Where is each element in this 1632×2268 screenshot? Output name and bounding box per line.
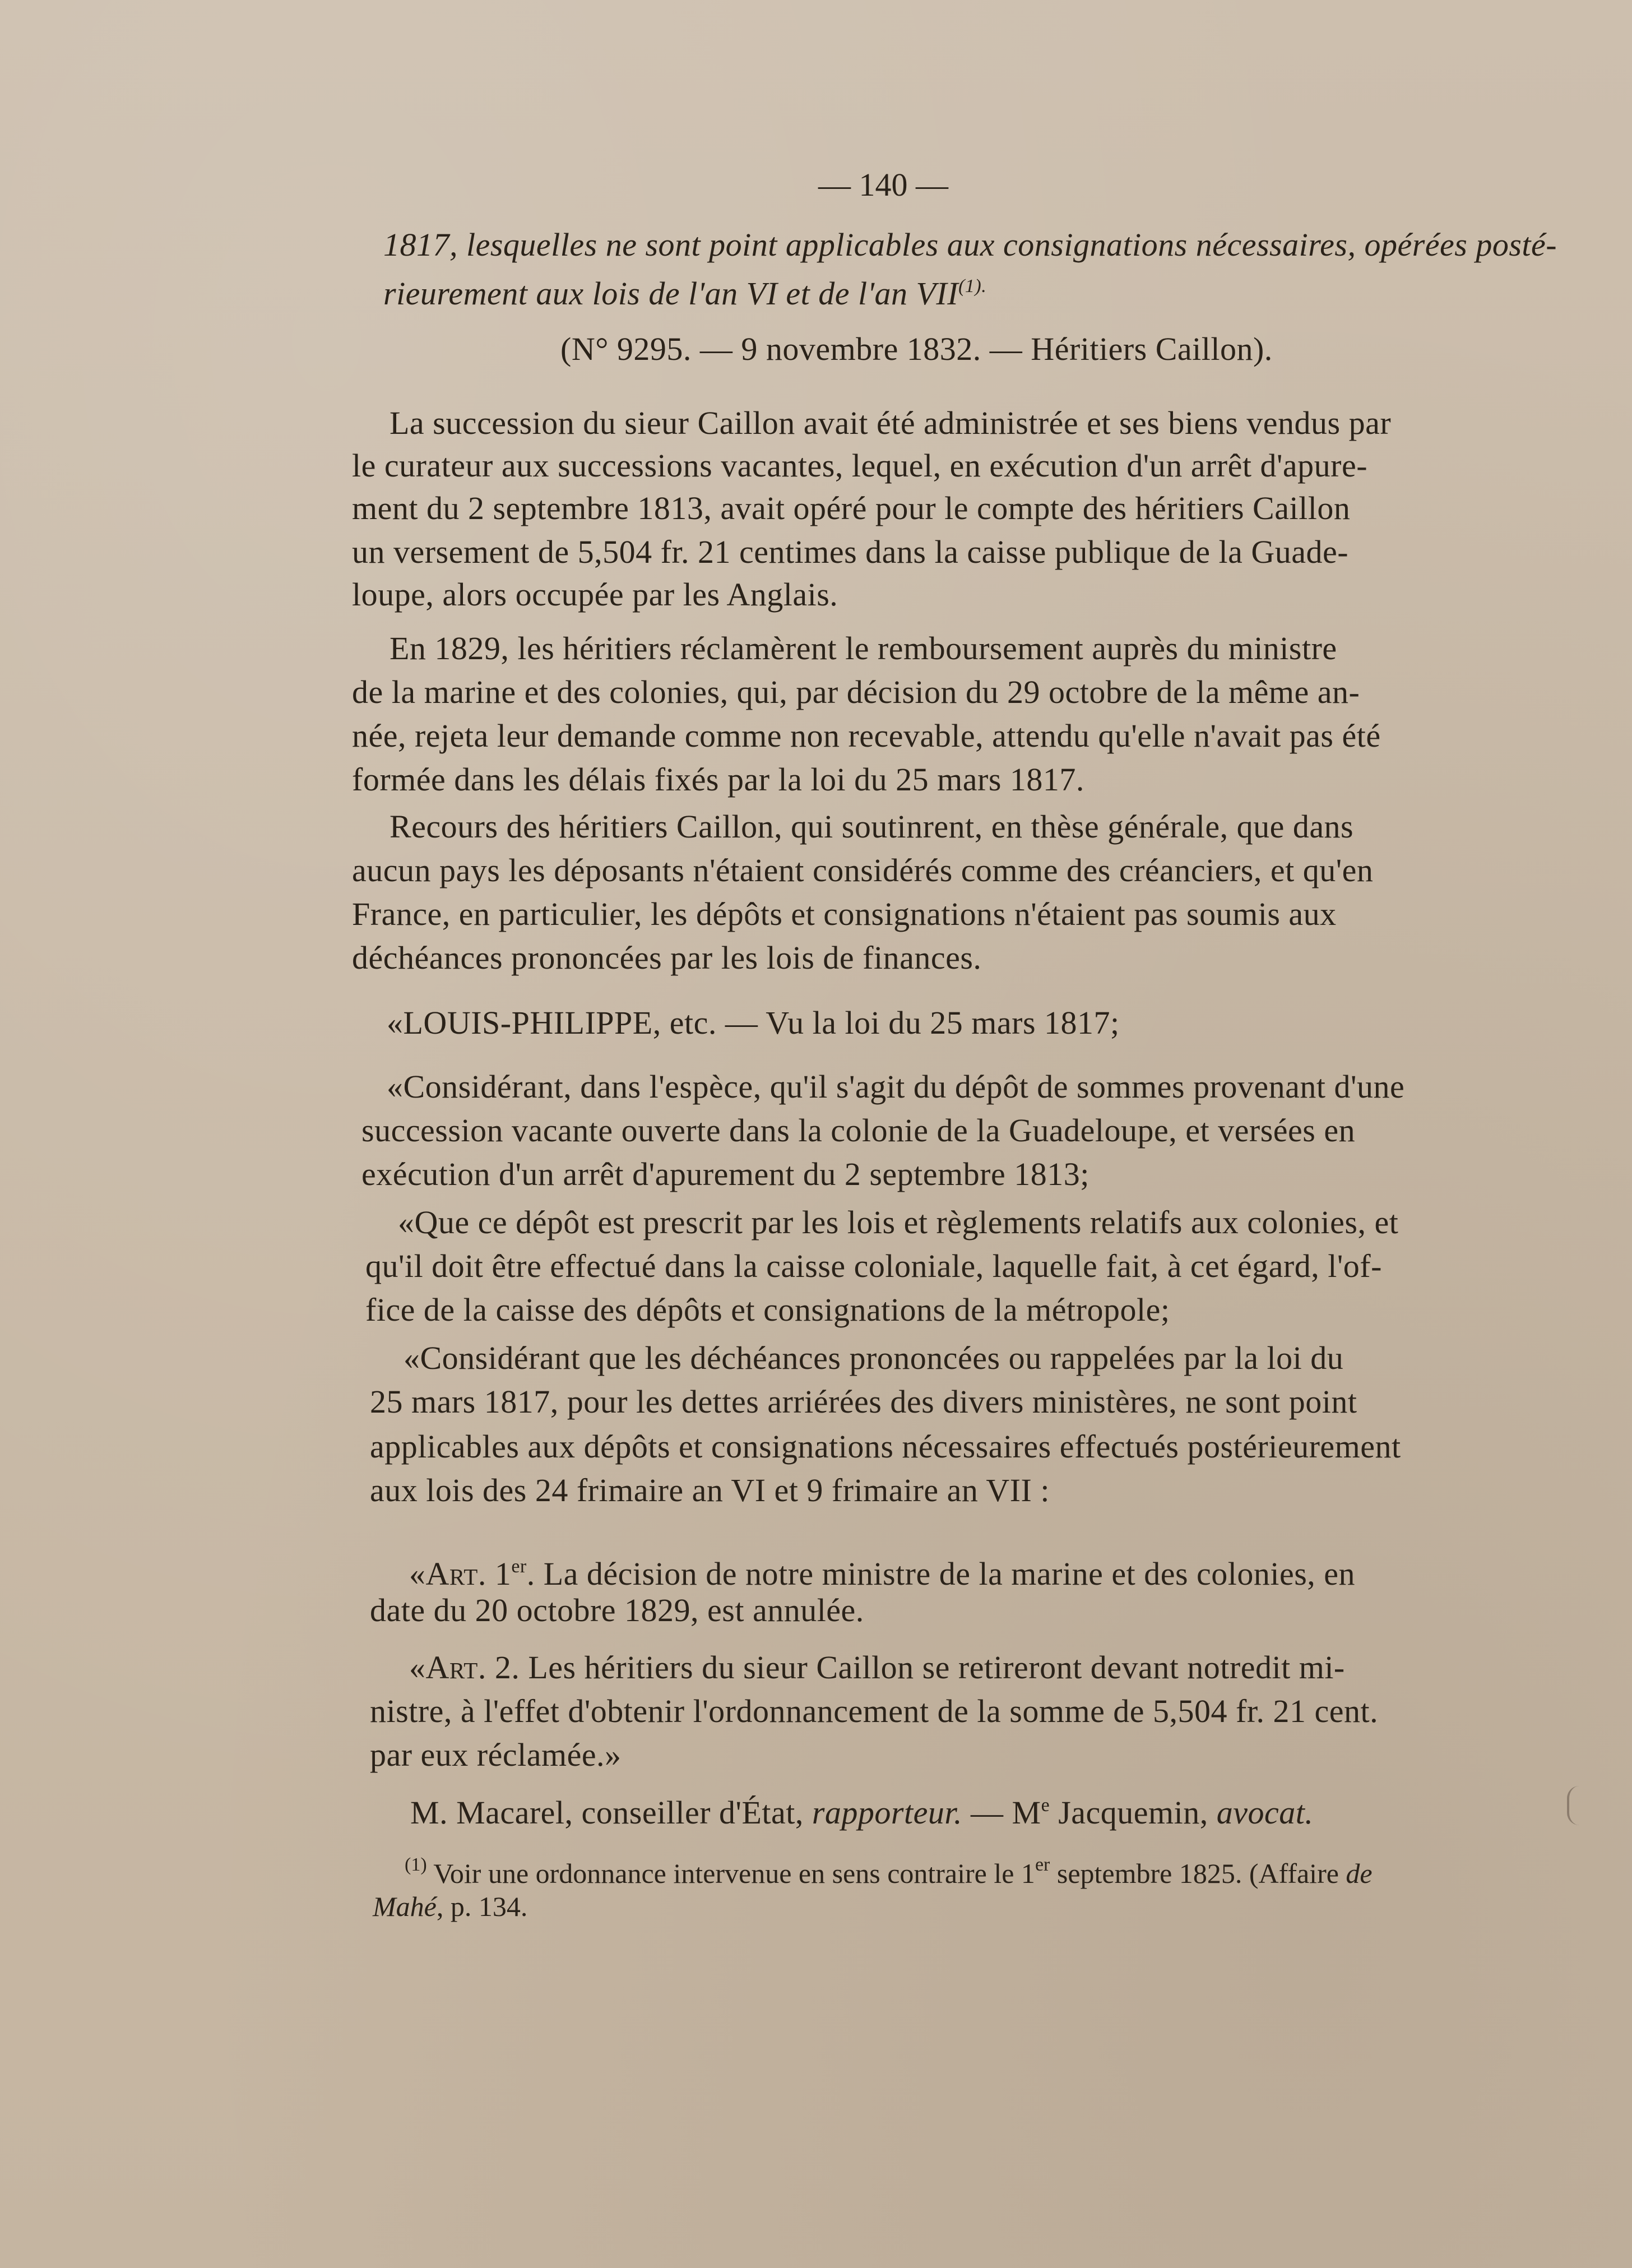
article-1-label: «Art. 1 bbox=[409, 1556, 512, 1592]
article-2-label: «Art. 2. bbox=[409, 1649, 520, 1686]
paragraph-line: fice de la caisse des dépôts et consignations de la métropole; bbox=[365, 1292, 1170, 1328]
paragraph-line: La succession du sieur Caillon avait été administrée et ses biens vendus par bbox=[390, 405, 1392, 441]
article-2-line-3: par eux réclamée.» bbox=[370, 1737, 622, 1773]
paragraph-line: «Considérant, dans l'espèce, qu'il s'agit du dépôt de sommes provenant d'une bbox=[387, 1068, 1405, 1105]
signature-sup: e bbox=[1041, 1795, 1050, 1816]
footnote-page: , p. 134. bbox=[436, 1891, 528, 1922]
signature-avocat-name: Jacquemin, bbox=[1050, 1794, 1217, 1831]
paragraph-line: Recours des héritiers Caillon, qui soutinrent, en thèse générale, que dans bbox=[390, 808, 1354, 845]
paragraph-line: aucun pays les déposants n'étaient considérés comme des créanciers, et qu'en bbox=[352, 852, 1374, 888]
paragraph-line: 25 mars 1817, pour les dettes arriérées des divers ministères, ne sont point bbox=[370, 1383, 1357, 1420]
paragraph-line: un versement de 5,504 fr. 21 centimes dans la caisse publique de la Guade- bbox=[352, 534, 1349, 570]
footnote-affaire: Mahé bbox=[373, 1891, 437, 1922]
paragraph-line: applicables aux dépôts et consignations nécessaires effectués postérieurement bbox=[370, 1428, 1401, 1465]
footnote-line-1 bbox=[405, 1848, 1373, 1891]
footnote-marker: (1) bbox=[405, 1854, 427, 1875]
paragraph-line: «Considérant que les déchéances prononcées ou rappelées par la loi du bbox=[404, 1340, 1344, 1376]
paragraph-line: France, en particulier, les dépôts et consignations n'étaient pas soumis aux bbox=[352, 896, 1337, 932]
paragraph-line: aux lois des 24 frimaire an VI et 9 frimaire an VII : bbox=[370, 1472, 1050, 1508]
ordinance-heading: «LOUIS-PHILIPPE, etc. — Vu la loi du 25 mars 1817; bbox=[387, 1005, 1120, 1041]
article-1-sup: er bbox=[511, 1556, 527, 1577]
paragraph-line: ment du 2 septembre 1813, avait opéré pour le compte des héritiers Caillon bbox=[352, 490, 1351, 526]
case-header: (N° 9295. — 9 novembre 1832. — Héritiers Caillon). bbox=[560, 331, 1273, 367]
signature-line bbox=[410, 1786, 1313, 1832]
paragraph-line: qu'il doit être effectué dans la caisse coloniale, laquelle fait, à cet égard, l'of- bbox=[365, 1248, 1382, 1284]
article-2-text: Les héritiers du sieur Caillon se retireront devant notredit mi- bbox=[520, 1649, 1345, 1686]
article-1-line-2: date du 20 octobre 1829, est annulée. bbox=[370, 1592, 864, 1628]
page-number: — 140 — bbox=[818, 166, 948, 203]
footnote-line-2 bbox=[373, 1889, 527, 1924]
paragraph-line: «Que ce dépôt est prescrit par les lois et règlements relatifs aux colonies, et bbox=[398, 1204, 1399, 1241]
intro-line-2-text: rieurement aux lois de l'an VI et de l'an VII bbox=[383, 275, 959, 312]
footnote-sup: er bbox=[1035, 1854, 1050, 1875]
signature-rapporteur-name: M. Macarel, conseiller d'État, bbox=[410, 1794, 812, 1831]
margin-bracket-mark bbox=[1567, 1786, 1579, 1825]
signature-avocat-role: avocat. bbox=[1216, 1794, 1314, 1831]
article-1-text: . La décision de notre ministre de la marine et des colonies, en bbox=[526, 1556, 1356, 1592]
paragraph-line: déchéances prononcées par les lois de finances. bbox=[352, 939, 982, 976]
paragraph-line: loupe, alors occupée par les Anglais. bbox=[352, 576, 838, 613]
intro-line-2 bbox=[383, 267, 986, 313]
article-1 bbox=[409, 1547, 1355, 1594]
paragraph-line: En 1829, les héritiers réclamèrent le remboursement auprès du ministre bbox=[390, 630, 1337, 666]
footnote-text-b: septembre 1825. (Affaire bbox=[1050, 1858, 1346, 1889]
paragraph-line: succession vacante ouverte dans la colonie de la Guadeloupe, et versées en bbox=[361, 1112, 1356, 1149]
footnote-text-a: Voir une ordonnance intervenue en sens contraire le 1 bbox=[426, 1858, 1035, 1889]
signature-rapporteur-role: rapporteur. bbox=[812, 1794, 963, 1831]
signature-separator: — M bbox=[962, 1794, 1041, 1831]
paragraph-line: exécution d'un arrêt d'apurement du 2 septembre 1813; bbox=[361, 1156, 1089, 1192]
paragraph-line: le curateur aux successions vacantes, lequel, en exécution d'un arrêt d'apure- bbox=[352, 447, 1368, 484]
footnote-text-c: de bbox=[1346, 1858, 1373, 1889]
article-2-line-2: nistre, à l'effet d'obtenir l'ordonnancement de la somme de 5,504 fr. 21 cent. bbox=[370, 1693, 1379, 1729]
paragraph-line: née, rejeta leur demande comme non recevable, attendu qu'elle n'avait pas été bbox=[352, 718, 1381, 754]
footnote-reference: (1). bbox=[958, 276, 987, 297]
paragraph-line: formée dans les délais fixés par la loi du 25 mars 1817. bbox=[352, 761, 1084, 798]
paragraph-line: de la marine et des colonies, qui, par décision du 29 octobre de la même an- bbox=[352, 674, 1360, 710]
intro-line-1: 1817, lesquelles ne sont point applicables aux consignations nécessaires, opérées posté- bbox=[383, 226, 1557, 263]
article-2 bbox=[409, 1648, 1345, 1687]
